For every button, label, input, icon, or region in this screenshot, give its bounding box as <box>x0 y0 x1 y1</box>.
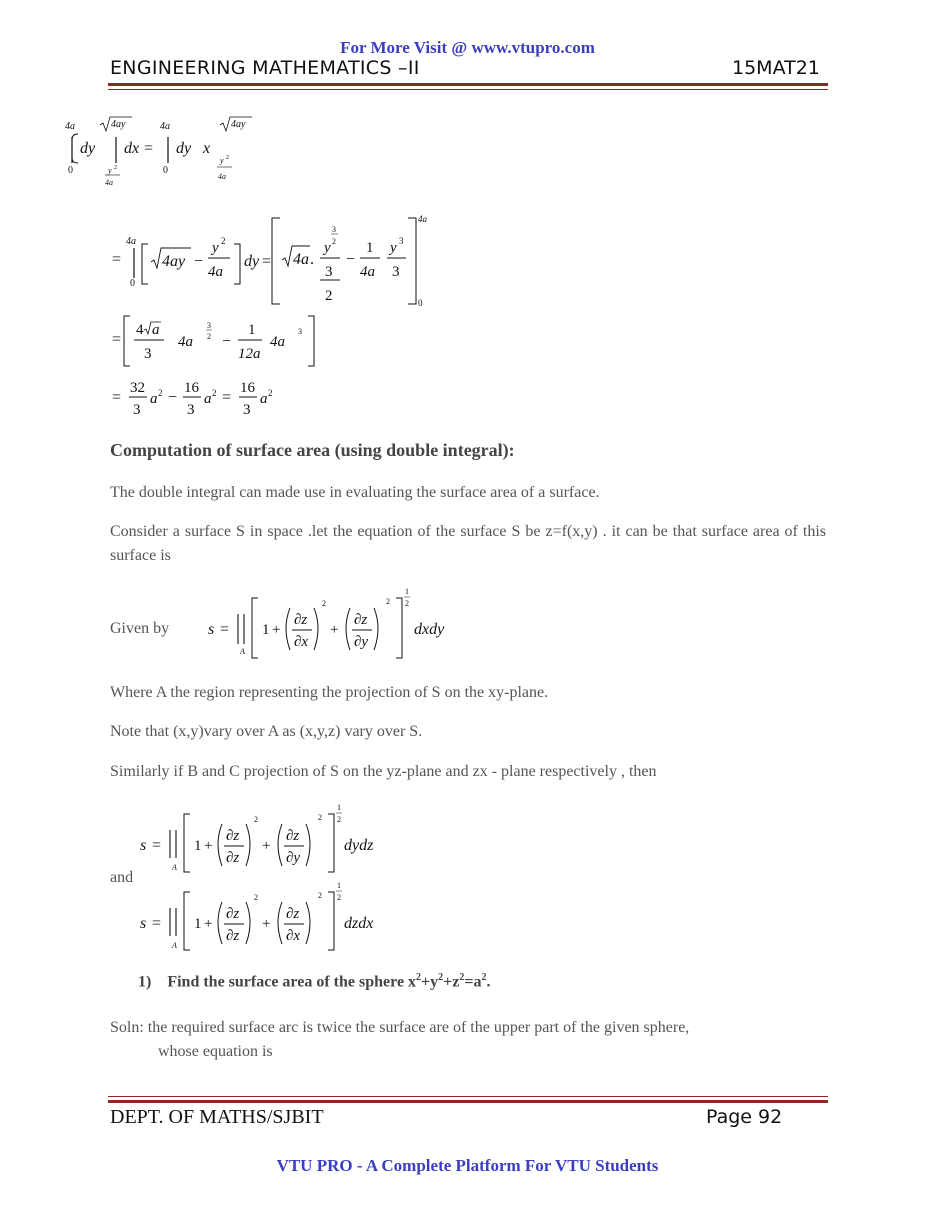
svg-text:+: + <box>272 622 281 638</box>
svg-text:4a: 4a <box>105 178 113 187</box>
example-heading: 1) Find the surface area of the sphere $x^2+y^2+z^2=a^2$. <box>138 972 491 991</box>
svg-text:16: 16 <box>240 380 255 396</box>
paragraph-intro: The double integral can made use in evaluating the surface area of a surface. <box>110 484 600 501</box>
svg-text:a: a <box>150 391 158 407</box>
svg-text:3: 3 <box>207 321 211 330</box>
header-title: ENGINEERING MATHEMATICS –II <box>110 57 420 79</box>
given-by-label: Given by <box>110 620 170 637</box>
svg-text:4ay: 4ay <box>162 253 186 270</box>
svg-text:∂y: ∂y <box>354 634 369 650</box>
svg-text:2: 2 <box>212 388 217 398</box>
svg-text:dy: dy <box>244 253 260 270</box>
svg-text:2: 2 <box>221 236 226 246</box>
svg-text:4ay: 4ay <box>231 119 246 130</box>
svg-text:4a: 4a <box>270 334 285 350</box>
svg-text:4a: 4a <box>360 264 375 280</box>
svg-text:4a: 4a <box>126 236 136 247</box>
svg-text:2: 2 <box>318 891 322 900</box>
svg-text:+: + <box>204 916 213 932</box>
svg-text:∂z: ∂z <box>286 906 300 922</box>
svg-text:+: + <box>330 622 339 638</box>
svg-text:1: 1 <box>337 881 341 890</box>
svg-text:−: − <box>222 333 232 350</box>
svg-text:a: a <box>204 391 212 407</box>
svg-text:4ay: 4ay <box>111 119 126 130</box>
svg-text:y: y <box>220 156 224 165</box>
svg-text:+: + <box>204 838 213 854</box>
course-code: 15MAT21 <box>732 57 820 79</box>
svg-text:=: = <box>112 331 122 348</box>
svg-text:.: . <box>310 251 314 268</box>
header-rule-thin <box>108 89 828 90</box>
solution-line-2: whose equation is <box>158 1043 273 1060</box>
svg-text:=: = <box>152 915 162 932</box>
svg-text:=: = <box>222 389 232 406</box>
svg-text:4a: 4a <box>65 121 75 132</box>
example-text: Find the surface area of the sphere x <box>167 973 417 991</box>
equation-result <box>108 372 308 422</box>
svg-text:dy: dy <box>176 140 192 157</box>
svg-text:+: + <box>262 838 271 854</box>
svg-text:y: y <box>324 240 331 256</box>
svg-text:32: 32 <box>130 380 145 396</box>
equation-step-2 <box>108 212 438 312</box>
svg-text:A: A <box>240 647 245 656</box>
svg-text:3: 3 <box>144 346 152 362</box>
svg-text:2: 2 <box>337 815 341 824</box>
footer-rule <box>108 1100 828 1103</box>
svg-text:=: = <box>220 621 230 638</box>
svg-text:1: 1 <box>405 587 409 596</box>
formula-surface-zx <box>136 878 396 954</box>
svg-text:dydz: dydz <box>344 837 374 854</box>
svg-text:4a: 4a <box>418 214 427 224</box>
top-banner[interactable]: For More Visit @ www.vtupro.com <box>340 38 595 57</box>
svg-text:2: 2 <box>268 388 273 398</box>
footer-brand[interactable]: VTU PRO - A Complete Platform For VTU Students <box>276 1156 659 1175</box>
svg-text:3: 3 <box>325 264 333 280</box>
svg-text:2: 2 <box>337 893 341 902</box>
svg-text:2: 2 <box>405 599 409 608</box>
svg-text:y: y <box>108 166 112 175</box>
svg-text:∂z: ∂z <box>226 928 240 944</box>
svg-text:0: 0 <box>68 165 73 176</box>
svg-text:2: 2 <box>325 288 333 304</box>
svg-text:2: 2 <box>114 165 117 171</box>
svg-text:4: 4 <box>136 322 144 338</box>
solution-line-1: Soln: the required surface arc is twice the surface are of the upper part of the given sphere, <box>110 1019 690 1036</box>
svg-text:a: a <box>152 322 160 338</box>
svg-text:2: 2 <box>254 893 258 902</box>
svg-text:1: 1 <box>248 322 256 338</box>
svg-text:0: 0 <box>418 298 423 308</box>
svg-text:1: 1 <box>262 622 270 638</box>
svg-text:∂z: ∂z <box>286 828 300 844</box>
svg-text:∂z: ∂z <box>226 828 240 844</box>
svg-text:3: 3 <box>243 402 251 418</box>
svg-text:2: 2 <box>226 155 229 161</box>
svg-text:s: s <box>140 837 147 854</box>
equation-integral-limits <box>60 115 280 195</box>
svg-text:y: y <box>390 240 397 256</box>
svg-text:−: − <box>168 389 178 406</box>
svg-text:s: s <box>140 915 147 932</box>
svg-text:∂z: ∂z <box>226 906 240 922</box>
svg-text:3: 3 <box>399 236 404 246</box>
svg-text:∂z: ∂z <box>226 850 240 866</box>
svg-text:=: = <box>112 251 122 268</box>
svg-text:0: 0 <box>163 165 168 176</box>
svg-text:2: 2 <box>322 599 326 608</box>
formula-surface-yz <box>136 800 396 876</box>
solution-text <box>110 1016 826 1064</box>
svg-text:s: s <box>208 621 215 638</box>
svg-text:∂x: ∂x <box>286 928 301 944</box>
svg-text:dxdy: dxdy <box>414 621 445 638</box>
svg-text:4a: 4a <box>160 121 170 132</box>
svg-text:1: 1 <box>194 916 202 932</box>
svg-text:=: = <box>112 389 122 406</box>
svg-text:2: 2 <box>332 237 336 246</box>
svg-text:2: 2 <box>207 332 211 341</box>
svg-text:dy: dy <box>80 140 96 157</box>
svg-text:2: 2 <box>158 388 163 398</box>
svg-text:2: 2 <box>254 815 258 824</box>
and-label: and <box>110 869 134 886</box>
formula-surface-xy <box>204 584 464 664</box>
svg-text:2: 2 <box>318 813 322 822</box>
svg-text:12a: 12a <box>238 346 261 362</box>
svg-text:−: − <box>346 251 356 268</box>
header-rule <box>108 83 828 86</box>
svg-text:0: 0 <box>130 278 135 289</box>
svg-text:=: = <box>144 140 154 157</box>
paragraph-region: Where A the region representing the projection of S on the xy-plane. <box>110 684 549 701</box>
equation-step-3 <box>108 312 338 372</box>
svg-text:1: 1 <box>337 803 341 812</box>
svg-text:y: y <box>212 240 219 256</box>
section-heading: Computation of surface area (using double integral): <box>110 440 515 460</box>
svg-text:dx: dx <box>124 140 140 157</box>
example-number: 1) <box>138 973 152 991</box>
svg-text:2: 2 <box>386 597 390 606</box>
svg-text:3: 3 <box>133 402 141 418</box>
svg-text:3: 3 <box>298 327 302 336</box>
svg-text:∂x: ∂x <box>294 634 309 650</box>
svg-text:∂y: ∂y <box>286 850 301 866</box>
svg-text:a: a <box>260 391 268 407</box>
svg-text:4a: 4a <box>178 334 193 350</box>
svg-text:A: A <box>172 863 177 872</box>
svg-text:3: 3 <box>187 402 195 418</box>
footer-rule-thin <box>108 1096 828 1097</box>
svg-text:3: 3 <box>332 225 336 234</box>
svg-text:4a: 4a <box>218 172 226 181</box>
svg-text:=: = <box>152 837 162 854</box>
svg-text:4a: 4a <box>293 251 309 268</box>
paragraph-similarly: Similarly if B and C projection of S on the yz-plane and zx - plane respectively , then <box>110 763 657 780</box>
svg-text:1: 1 <box>366 240 374 256</box>
svg-text:−: − <box>194 253 204 270</box>
paragraph-note: Note that (x,y)vary over A as (x,y,z) vary over S. <box>110 723 423 740</box>
svg-text:3: 3 <box>392 264 400 280</box>
footer-dept: DEPT. OF MATHS/SJBIT <box>110 1106 324 1128</box>
svg-text:+: + <box>262 916 271 932</box>
svg-text:∂z: ∂z <box>354 612 368 628</box>
svg-text:1: 1 <box>194 838 202 854</box>
svg-text:dzdx: dzdx <box>344 915 374 932</box>
svg-text:x: x <box>203 140 211 157</box>
paragraph-surface: Consider a surface S in space .let the equation of the surface S be z=f(x,y) . it can be that surface area of this surface is <box>110 523 826 564</box>
svg-text:4a: 4a <box>208 264 223 280</box>
svg-text:16: 16 <box>184 380 199 396</box>
svg-text:A: A <box>172 941 177 950</box>
svg-text:=: = <box>262 253 272 270</box>
svg-text:∂z: ∂z <box>294 612 308 628</box>
footer-page-number: Page 92 <box>706 1106 783 1128</box>
